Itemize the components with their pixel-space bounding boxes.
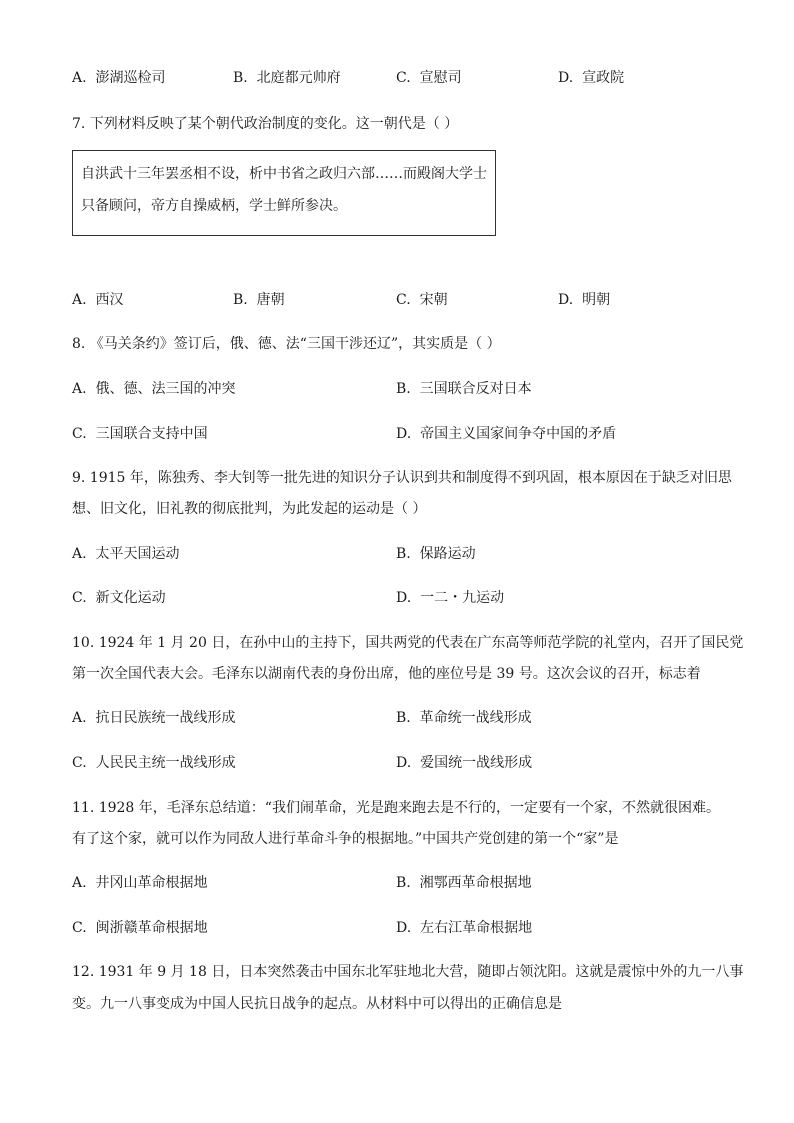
q11-options-row-1 <box>0 872 794 892</box>
q7-material-line-2: 只备顾问，帝方自操威柄，学士鲜所参决。 <box>81 198 347 214</box>
q9-options-row-2 <box>0 587 794 607</box>
q11-stem-line-1: 11. 1928 年，毛泽东总结道：“我们闹革命，光是跑来跑去是不行的，一定要有一个家，不然就很困难。 <box>72 800 720 816</box>
q9-stem-line-1: 9. 1915 年，陈独秀、李大钊等一批先进的知识分子认识到共和制度得不到巩固，根本原因在于缺乏对旧思 <box>72 470 732 486</box>
q10-options-row-2 <box>0 752 794 772</box>
q12-stem-line-2: 变。九一八事变成为中国人民抗日战争的起点。从材料中可以得出的正确信息是 <box>72 996 562 1012</box>
q7-stem: 7. 下列材料反映了某个朝代政治制度的变化。这一朝代是（ ） <box>72 116 459 132</box>
q9-option-b: B. 保路运动 <box>396 546 476 562</box>
q7-option-b: B. 唐朝 <box>233 292 285 308</box>
q8-options-row-2 <box>0 423 794 443</box>
q11-option-b: B. 湘鄂西革命根据地 <box>396 875 532 891</box>
q7-option-a: A. 西汉 <box>72 292 124 308</box>
q6-options <box>0 67 794 87</box>
q9-option-a: A. 太平天国运动 <box>72 546 180 562</box>
q8-option-d: D. 帝国主义国家间争夺中国的矛盾 <box>396 426 617 442</box>
q8-stem: 8. 《马关条约》签订后，俄、德、法“三国干涉还辽”，其实质是（ ） <box>72 336 501 352</box>
q8-option-a: A. 俄、德、法三国的冲突 <box>72 381 236 397</box>
q7-material-box <box>72 150 496 236</box>
q7-material-line-1: 自洪武十三年罢丞相不设，析中书省之政归六部……而殿阁大学士 <box>81 166 487 182</box>
q8-options-row-1 <box>0 378 794 398</box>
q10-option-d: D. 爱国统一战线形成 <box>396 755 533 771</box>
q10-options-row-1 <box>0 707 794 727</box>
q11-stem-line-2: 有了这个家，就可以作为同敌人进行革命斗争的根据地。”中国共产党创建的第一个“家”是 <box>72 831 619 847</box>
q10-stem-line-2: 第一次全国代表大会。毛泽东以湖南代表的身份出席，他的座位号是 39 号。这次会议的召开，标志着 <box>72 666 701 682</box>
q9-stem-line-2: 想、旧文化，旧礼教的彻底批判，为此发起的运动是（ ） <box>72 501 427 517</box>
q9-option-d: D. 一二・九运动 <box>396 590 505 606</box>
q10-option-a: A. 抗日民族统一战线形成 <box>72 710 236 726</box>
q6-option-d: D. 宣政院 <box>558 70 625 86</box>
q7-option-c: C. 宋朝 <box>396 292 448 308</box>
q6-option-a: A. 澎湖巡检司 <box>72 70 166 86</box>
q8-option-c: C. 三国联合支持中国 <box>72 426 208 442</box>
q11-option-c: C. 闽浙赣革命根据地 <box>72 920 208 936</box>
q8-option-b: B. 三国联合反对日本 <box>396 381 532 397</box>
q11-options-row-2 <box>0 917 794 937</box>
q11-option-d: D. 左右江革命根据地 <box>396 920 533 936</box>
q6-option-b: B. 北庭都元帅府 <box>233 70 341 86</box>
q10-option-c: C. 人民民主统一战线形成 <box>72 755 236 771</box>
q9-options-row-1 <box>0 543 794 563</box>
q10-stem-line-1: 10. 1924 年 1 月 20 日，在孙中山的主持下，国共两党的代表在广东高等师范学院的礼堂内，召开了国民党 <box>72 635 744 651</box>
q9-option-c: C. 新文化运动 <box>72 590 166 606</box>
q12-stem-line-1: 12. 1931 年 9 月 18 日，日本突然袭击中国东北军驻地北大营，随即占领沈阳。这就是震惊中外的九一八事 <box>72 964 744 980</box>
q10-option-b: B. 革命统一战线形成 <box>396 710 532 726</box>
q7-options <box>0 289 794 309</box>
q7-option-d: D. 明朝 <box>558 292 611 308</box>
q11-option-a: A. 井冈山革命根据地 <box>72 875 208 891</box>
q6-option-c: C. 宣慰司 <box>396 70 462 86</box>
